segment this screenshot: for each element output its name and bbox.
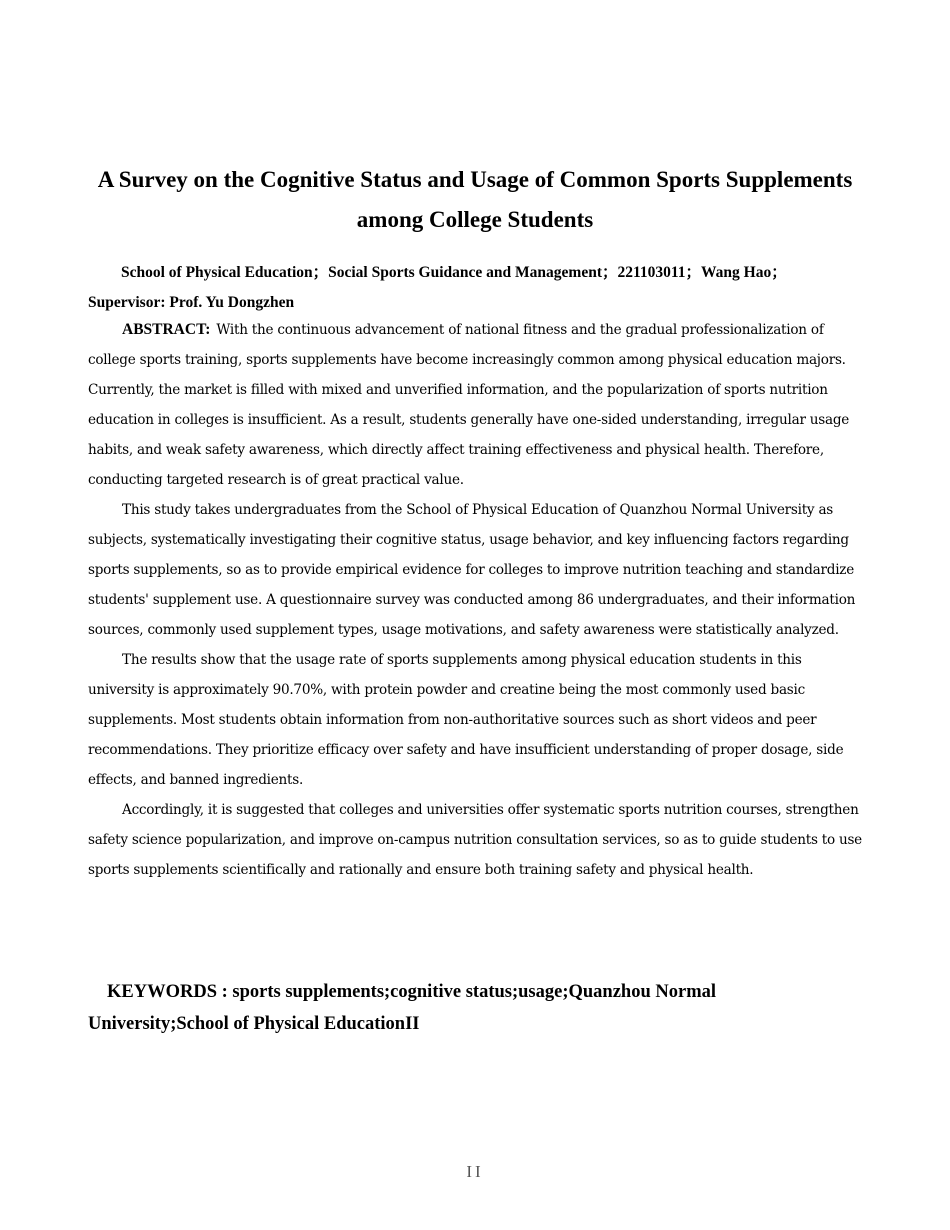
abstract-paragraph: The results show that the usage rate of sports supplements among physical education students in this university is approximately 90.70%, with protein powder and creatine being the most commonly used basic supplements. Most students obtain information from non-authoritative sources such as short videos and peer recommendations. They prioritize efficacy over safety and have insufficient understanding of proper dosage, side effects, and banned ingredients.	[88, 652, 844, 788]
author-info	[88, 258, 868, 318]
abstract-paragraph: Accordingly, it is suggested that colleges and universities offer systematic sports nutrition courses, strengthen safety science popularization, and improve on-campus nutrition consultation services, so as to guide students to use sports supplements scientifically and rationally and ensure both training safety and physical health.	[88, 802, 862, 878]
abstract-paragraph	[88, 315, 863, 495]
document-title	[80, 160, 870, 240]
title-line-1: A Survey on the Cognitive Status and Usage of Common Sports Supplements	[97, 167, 853, 192]
supervisor: Supervisor: Prof. Yu Dongzhen	[88, 294, 295, 311]
paragraph-text: With the continuous advancement of national fitness and the gradual professionalization of college sports training, sports supplements have become increasingly common among physical education majors. Currently, the market is filled with mixed and unverified information, and the popularization of sports nutrition education in colleges is insufficient. As a result, students generally have one-sided understanding, irregular usage habits, and weak safety awareness, which directly affect training effectiveness and physical health. Therefore, conducting targeted research is of great practical value.	[88, 322, 850, 488]
title-line-2: among College Students	[356, 207, 594, 232]
author-affiliation: School of Physical Education；Social Sports Guidance and Management；221103011；Wang Hao；	[121, 264, 787, 281]
keywords: KEYWORDS : sports supplements;cognitive status;usage;Quanzhou Normal University;School of Physical EducationII	[88, 982, 716, 1034]
page-number: II	[466, 1162, 484, 1181]
abstract-paragraph: This study takes undergraduates from the School of Physical Education of Quanzhou Normal University as subjects, systematically investigating their cognitive status, usage behavior, and key influencing factors regarding sports supplements, so as to provide empirical evidence for colleges to improve nutrition teaching and standardize students' supplement use. A questionnaire survey was conducted among 86 undergraduates, and their information sources, commonly used supplement types, usage motivations, and safety awareness were statistically analyzed.	[88, 502, 856, 638]
abstract-label: ABSTRACT:	[122, 321, 211, 338]
abstract-body	[88, 315, 863, 885]
